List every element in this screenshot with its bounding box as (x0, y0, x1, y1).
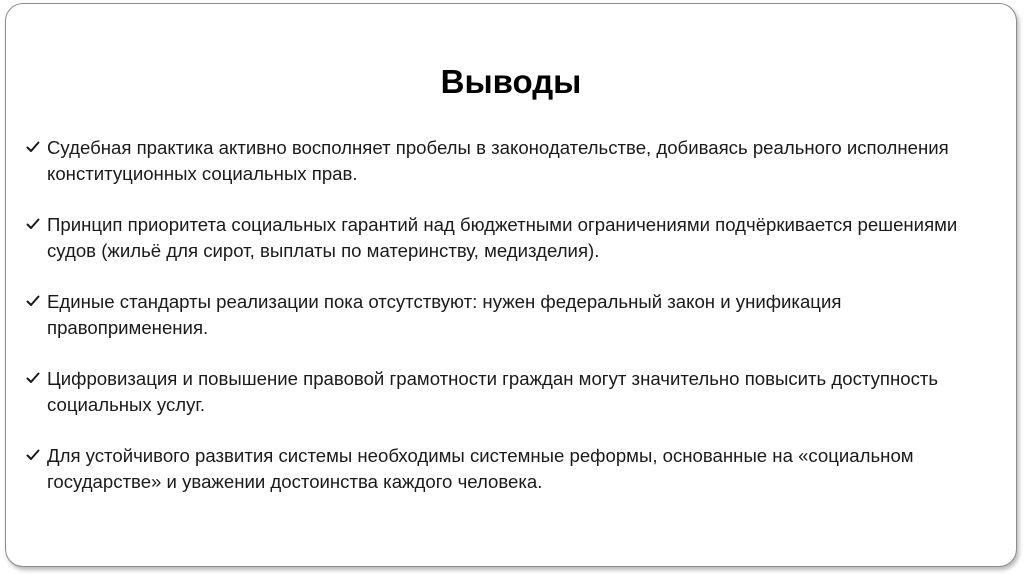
bullet-item (26, 212, 986, 263)
check-icon (26, 448, 40, 462)
check-icon (26, 371, 40, 385)
bullet-text: Цифровизация и повышение правовой грамотности граждан могут значительно повысить доступность социальных услуг. (47, 368, 939, 415)
bullet-item (26, 366, 986, 417)
bullet-list (26, 135, 986, 494)
check-icon (26, 217, 40, 231)
bullet-text: Для устойчивого развития системы необходимы системные реформы, основанные на «социальном государстве» и уважении достоинства каждого человека. (47, 445, 914, 492)
check-icon (26, 140, 40, 154)
bullet-item (26, 443, 986, 494)
check-icon (26, 294, 40, 308)
slide-title: Выводы (440, 63, 582, 100)
bullet-text: Единые стандарты реализации пока отсутствуют: нужен федеральный закон и унификация правоприменения. (47, 291, 842, 338)
bullet-item (26, 135, 986, 186)
slide-frame (5, 3, 1017, 567)
bullet-item (26, 289, 986, 340)
bullet-text: Принцип приоритета социальных гарантий над бюджетными ограничениями подчёркивается решениями судов (жильё для сирот, выплаты по материнству, медизделия). (47, 214, 958, 261)
bullet-text: Судебная практика активно восполняет пробелы в законодательстве, добиваясь реального исполнения конституционных социальных прав. (47, 137, 949, 184)
